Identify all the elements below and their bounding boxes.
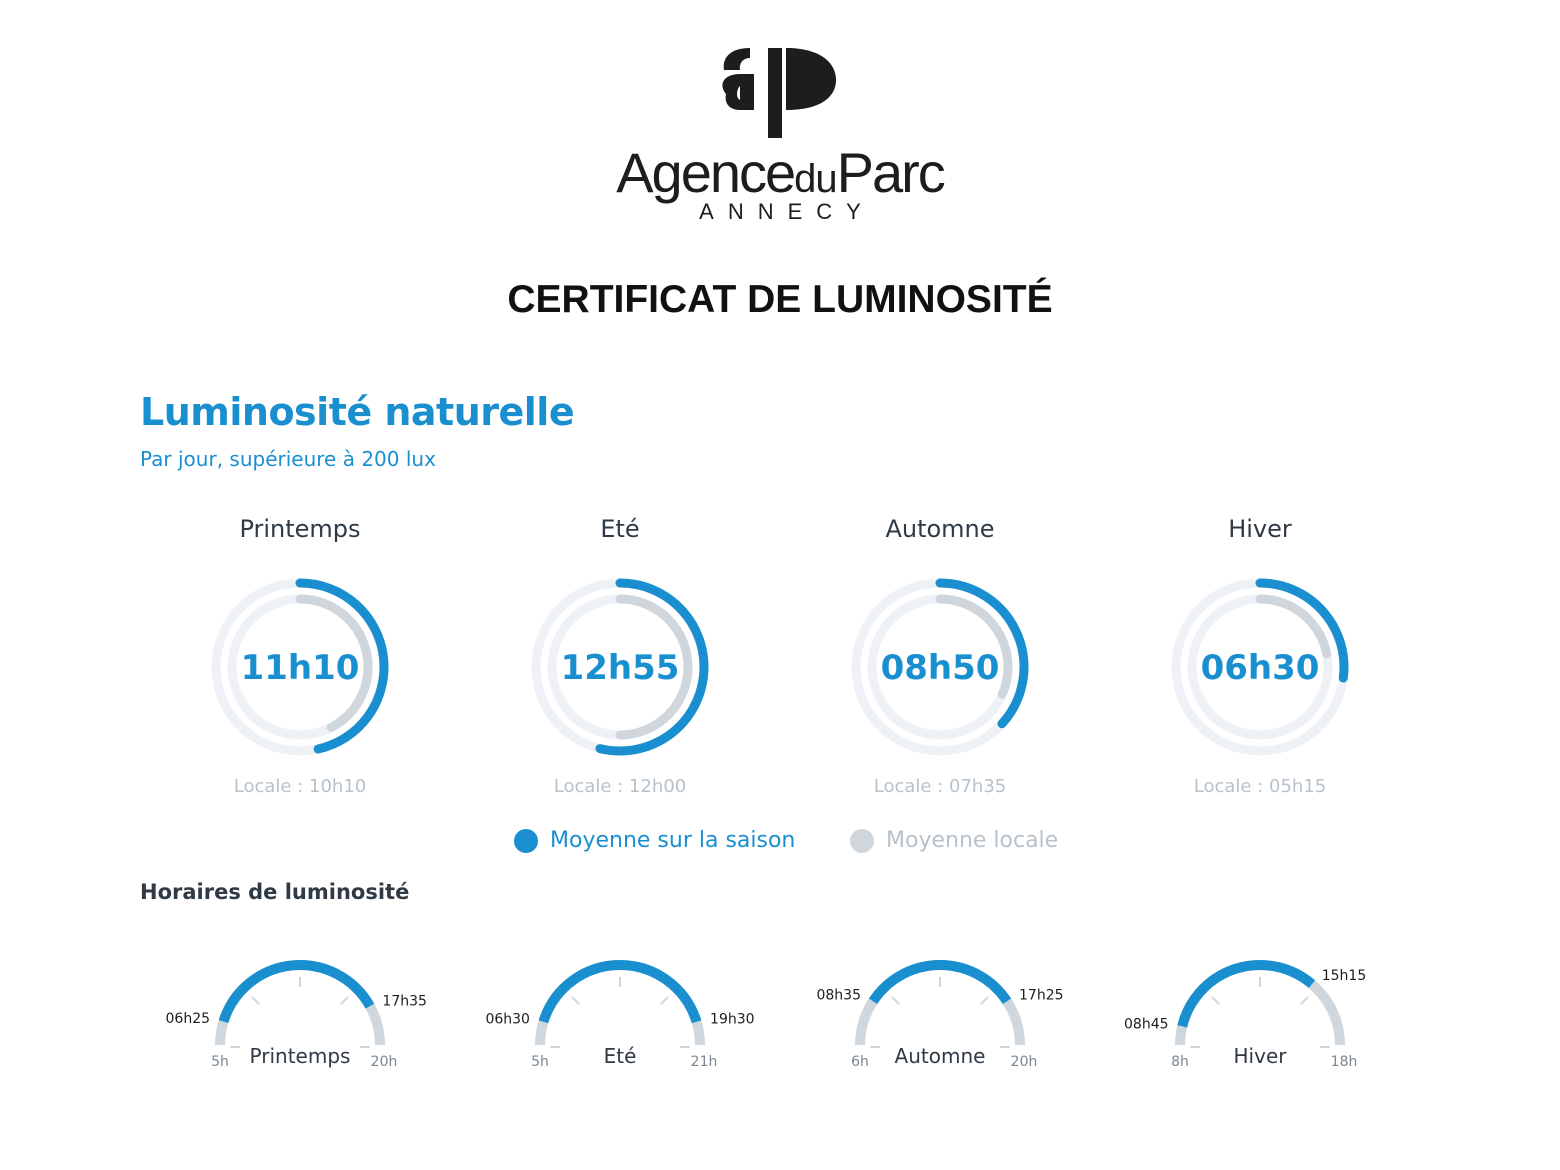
gauge-season-label: Automne [894, 1044, 986, 1068]
season-value-label: 08h50 [880, 648, 1000, 688]
legend-season-dot [514, 829, 538, 853]
gauge-end-label: 15h15 [1321, 968, 1367, 985]
gauge-end-label: 19h30 [710, 1011, 755, 1028]
legend-local-average [850, 828, 1058, 853]
season-value-label: 11h10 [240, 648, 360, 688]
gauge-tick [341, 997, 348, 1004]
gauge-start-label: 06h25 [165, 1011, 211, 1028]
legend-season-average [514, 828, 795, 853]
legend-local-dot [850, 829, 874, 853]
season-value-label: 12h55 [560, 648, 680, 688]
gauge-min-label: 5h [211, 1054, 229, 1070]
local-value-label: Locale : 07h35 [873, 776, 1007, 797]
gauge-tick [572, 997, 579, 1004]
gauge-start-label: 08h35 [816, 987, 861, 1004]
gauge-tick [661, 997, 668, 1004]
legend-season-label: Moyenne sur la saison [550, 828, 796, 853]
gauge-max-label: 20h [1010, 1054, 1038, 1070]
gauge-tick [1301, 997, 1308, 1004]
local-value-label: Locale : 10h10 [233, 776, 367, 797]
section-title: Luminosité naturelle [140, 390, 575, 434]
gauge-end-label: 17h25 [1019, 987, 1064, 1004]
gauge-daylight-arc [1182, 965, 1312, 1026]
gauge-tick [892, 997, 899, 1004]
document-title: CERTIFICAT DE LUMINOSITÉ [507, 278, 1053, 321]
gauge-min-label: 6h [851, 1054, 869, 1070]
gauge-season-label: Hiver [1233, 1044, 1287, 1068]
gauge-season-label: Eté [603, 1044, 637, 1068]
legend-local-label: Moyenne locale [886, 828, 1059, 853]
local-value-label: Locale : 05h15 [1193, 776, 1327, 797]
local-value-label: Locale : 12h00 [553, 776, 687, 797]
section-subtitle: Par jour, supérieure à 200 lux [140, 447, 436, 471]
gauge-max-label: 18h [1330, 1054, 1358, 1070]
logo-name-suffix: Parc [836, 141, 944, 204]
gauge-start-label: 08h45 [1124, 1016, 1169, 1033]
logo-city: ANNECY [699, 199, 875, 224]
gauge-min-label: 5h [531, 1054, 549, 1070]
gauge-max-label: 21h [690, 1054, 718, 1070]
gauge-tick [252, 997, 259, 1004]
logo-name-prefix: Agence [616, 141, 795, 204]
gauge-daylight-arc [224, 965, 370, 1022]
season-title: Hiver [1228, 515, 1292, 543]
gauge-end-label: 17h35 [382, 993, 427, 1010]
season-title: Automne [885, 515, 995, 543]
gauge-daylight-arc [543, 965, 696, 1022]
logo-name-middle: du [794, 157, 837, 201]
hours-section-title: Horaires de luminosité [140, 880, 410, 904]
season-title: Printemps [239, 515, 361, 543]
season-value-label: 06h30 [1200, 648, 1320, 688]
gauge-max-label: 20h [370, 1054, 398, 1070]
gauge-season-label: Printemps [249, 1044, 351, 1068]
gauge-start-label: 06h30 [485, 1011, 530, 1028]
gauge-min-label: 8h [1171, 1054, 1189, 1070]
season-title: Eté [600, 515, 640, 543]
gauge-tick [1212, 997, 1219, 1004]
gauge-tick [981, 997, 988, 1004]
